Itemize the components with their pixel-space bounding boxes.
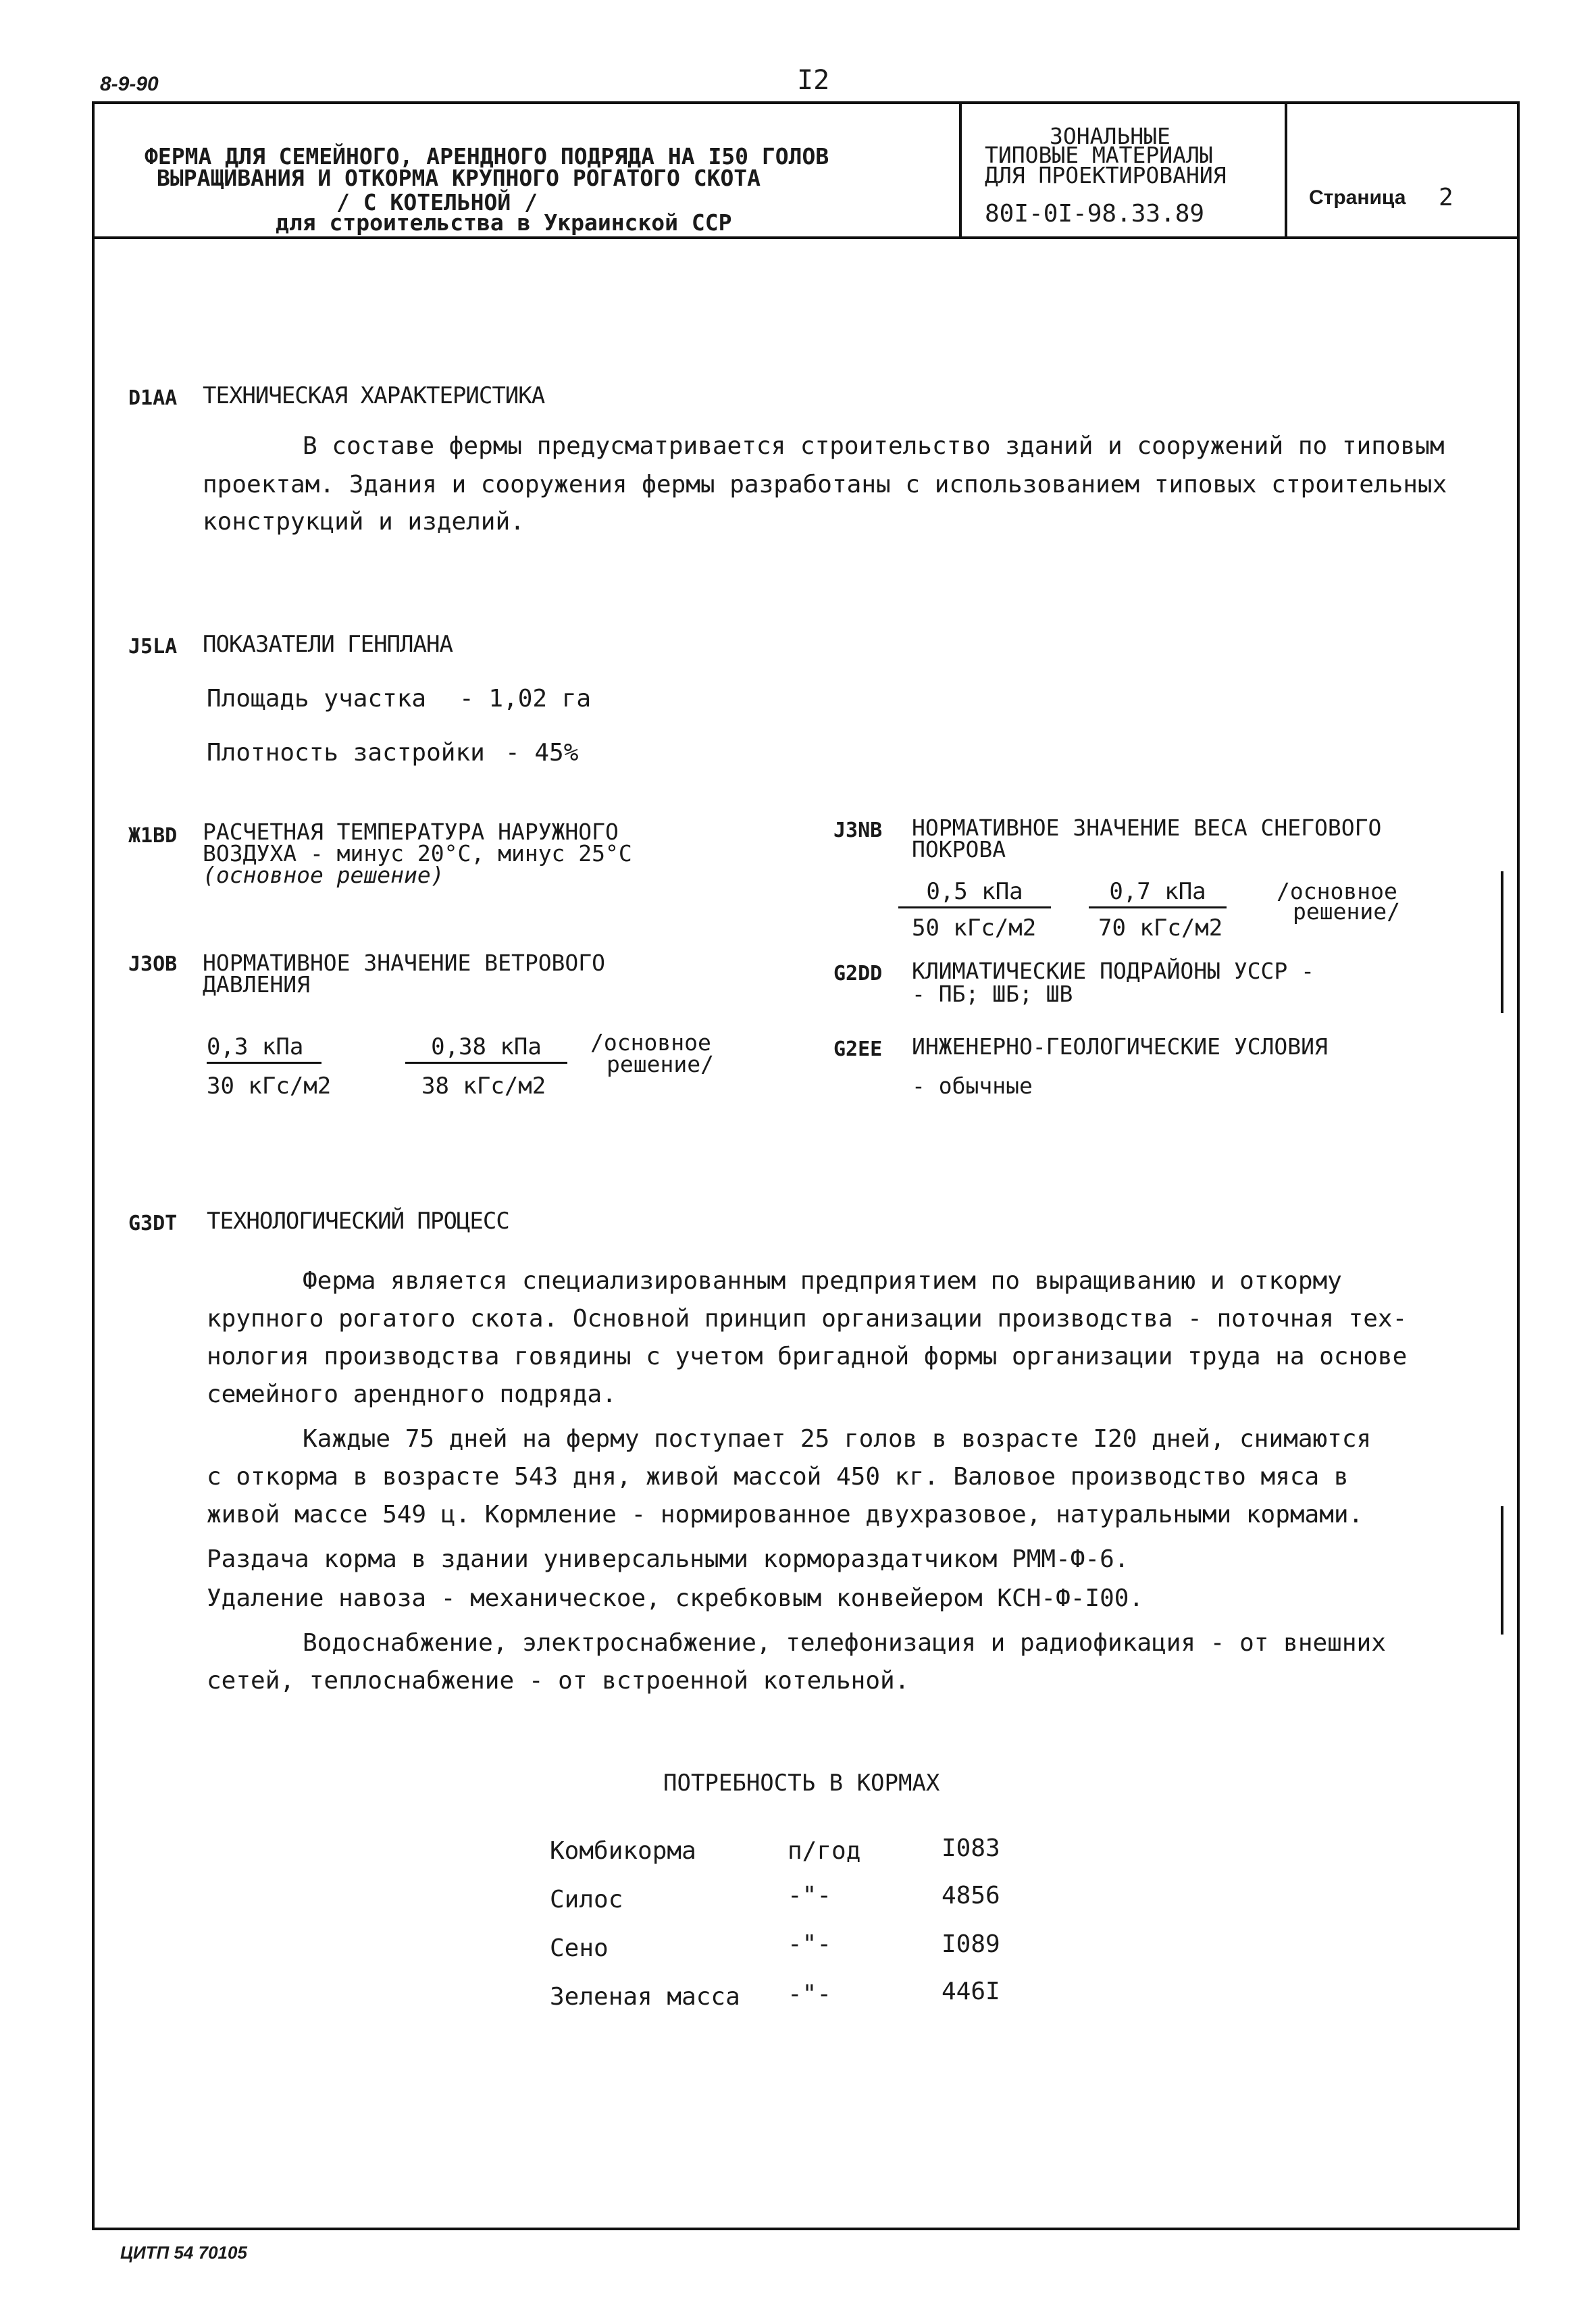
doc-number: 80I-0I-98.33.89 xyxy=(985,200,1205,228)
temperature-line: ВОЗДУХА - минус 20°С, минус 25°С xyxy=(203,840,632,867)
materials-line: ЗОНАЛЬНЫЕ xyxy=(1050,123,1170,149)
materials-line: ТИПОВЫЕ МАТЕРИАЛЫ xyxy=(985,142,1213,168)
wind-note: решение/ xyxy=(607,1051,714,1077)
materials-line: ДЛЯ ПРОЕКТИРОВАНИЯ xyxy=(985,162,1227,188)
wind-fraction-2-bottom: 38 кГс/м2 xyxy=(421,1073,546,1100)
wind-fraction-1-bottom: 30 кГс/м2 xyxy=(207,1073,332,1100)
snow-fraction-1-top: 0,5 кПа xyxy=(898,878,1051,908)
feed-name: Комбикорма xyxy=(550,1837,696,1865)
header-title-line: ВЫРАЩИВАНИЯ И ОТКОРМА КРУПНОГО РОГАТОГО СКОТА xyxy=(157,165,761,191)
header-divider-1 xyxy=(959,101,962,238)
snow-line: ПОКРОВА xyxy=(912,836,1006,863)
frame-top xyxy=(92,101,1520,104)
margin-mark-2 xyxy=(1501,1506,1503,1635)
frame-right xyxy=(1517,101,1520,2230)
snow-line: НОРМАТИВНОЕ ЗНАЧЕНИЕ ВЕСА СНЕГОВОГО xyxy=(912,815,1382,841)
feed-value: 446I xyxy=(942,1978,1000,2005)
header-title-line: / С КОТЕЛЬНОЙ / xyxy=(336,189,538,215)
area-value: - 1,02 га xyxy=(459,685,592,713)
top-page-number: I2 xyxy=(797,65,830,96)
temperature-line: РАСЧЕТНАЯ ТЕМПЕРАТУРА НАРУЖНОГО xyxy=(203,819,619,845)
wind-note: /основное xyxy=(590,1029,711,1056)
snow-fraction-1-bottom: 50 кГс/м2 xyxy=(912,915,1037,942)
feed-value: I089 xyxy=(942,1930,1000,1958)
feed-name: Зеленая масса xyxy=(550,1983,740,2011)
section-code: D1AA xyxy=(128,386,178,410)
wind-fraction-2-top: 0,38 кПа xyxy=(405,1033,567,1064)
section-title: ТЕХНОЛОГИЧЕСКИЙ ПРОЦЕСС xyxy=(207,1208,509,1235)
frame-left xyxy=(92,101,95,2230)
section-code: G2EE xyxy=(833,1037,883,1061)
wind-line: НОРМАТИВНОЕ ЗНАЧЕНИЕ ВЕТРОВОГО xyxy=(203,950,606,976)
paragraph-line: Удаление навоза - механическое, скребковым конвейером КСН-Ф-I00. xyxy=(207,1585,1144,1612)
feed-unit: -"- xyxy=(788,1980,832,2008)
section-code: J3OB xyxy=(128,952,178,976)
paragraph-line: Каждые 75 дней на ферму поступает 25 голов в возрасте I20 дней, снимаются xyxy=(303,1425,1372,1453)
climate-line: - ПБ; ШБ; ШВ xyxy=(912,981,1073,1007)
area-label: Площадь участка xyxy=(207,685,427,713)
wind-line: ДАВЛЕНИЯ xyxy=(203,971,310,998)
paragraph-line: Ферма является специализированным предприятием по выращиванию и откорму xyxy=(303,1267,1342,1295)
header-title-line: для строительства в Украинской ССР xyxy=(276,209,732,236)
geology-line: - обычные xyxy=(912,1073,1033,1099)
density-label: Плотность застройки xyxy=(207,739,485,767)
section-title: ПОКАЗАТЕЛИ ГЕНПЛАНА xyxy=(203,631,453,658)
paragraph-line: нология производства говядины с учетом бригадной формы организации труда на основе xyxy=(207,1343,1408,1370)
footer-code: ЦИТП 54 70105 xyxy=(120,2242,247,2263)
paragraph-line: Водоснабжение, электроснабжение, телефонизация и радиофикация - от внешних xyxy=(303,1629,1386,1657)
feed-name: Силос xyxy=(550,1886,623,1913)
snow-fraction-2-top: 0,7 кПа xyxy=(1089,878,1227,908)
section-code: J5LA xyxy=(128,635,178,659)
feed-value: I083 xyxy=(942,1834,1000,1862)
paragraph-line: Раздача корма в здании универсальными кормораздатчиком РММ-Ф-6. xyxy=(207,1545,1129,1573)
page-label: Страница xyxy=(1309,186,1406,209)
feed-unit: -"- xyxy=(788,1882,832,1909)
section-code: G2DD xyxy=(833,962,883,985)
paragraph-line: В составе фермы предусматривается строительство зданий и сооружений по типовым xyxy=(303,432,1445,460)
paragraph-line: конструкций и изделий. xyxy=(203,508,525,536)
climate-line: КЛИМАТИЧЕСКИЕ ПОДРАЙОНЫ УССР - xyxy=(912,958,1315,984)
feed-unit: -"- xyxy=(788,1930,832,1958)
section-code: Ж1BD xyxy=(128,824,178,848)
paragraph-line: проектам. Здания и сооружения фермы разработаны с использованием типовых строительных xyxy=(203,471,1447,498)
paragraph-line: крупного рогатого скота. Основной принцип организации производства - поточная тех- xyxy=(207,1305,1408,1333)
feed-value: 4856 xyxy=(942,1882,1000,1909)
paragraph-line: сетей, теплоснабжение - от встроенной котельной. xyxy=(207,1667,910,1695)
section-code: J3NB xyxy=(833,819,883,842)
section-title: ТЕХНИЧЕСКАЯ ХАРАКТЕРИСТИКА xyxy=(203,382,545,409)
paragraph-line: семейного арендного подряда. xyxy=(207,1381,617,1408)
margin-mark-1 xyxy=(1501,871,1503,1013)
frame-bottom xyxy=(92,2228,1520,2230)
density-value: - 45% xyxy=(505,739,579,767)
header-title-line: ФЕРМА ДЛЯ СЕМЕЙНОГО, АРЕНДНОГО ПОДРЯДА НА I50 ГОЛОВ xyxy=(145,143,829,170)
snow-fraction-2-bottom: 70 кГс/м2 xyxy=(1098,915,1223,942)
wind-fraction-1-top: 0,3 кПа xyxy=(207,1033,321,1064)
feed-table-title: ПОТРЕБНОСТЬ В КОРМАХ xyxy=(663,1770,940,1797)
snow-note: /основное xyxy=(1277,878,1397,904)
header-divider-2 xyxy=(1285,101,1287,238)
geology-line: ИНЖЕНЕРНО-ГЕОЛОГИЧЕСКИЕ УСЛОВИЯ xyxy=(912,1033,1328,1060)
temperature-line: (основное решение) xyxy=(203,862,444,888)
feed-unit: п/год xyxy=(788,1837,861,1865)
snow-note: решение/ xyxy=(1293,898,1400,925)
corner-date: 8-9-90 xyxy=(100,73,159,95)
page-value: 2 xyxy=(1439,184,1453,211)
header-bottom xyxy=(92,236,1520,239)
section-code: G3DT xyxy=(128,1212,178,1235)
feed-name: Сено xyxy=(550,1934,609,1962)
paragraph-line: с откорма в возрасте 543 дня, живой массой 450 кг. Валовое производство мяса в xyxy=(207,1463,1349,1491)
paragraph-line: живой массе 549 ц. Кормление - нормированное двухразовое, натуральными кормами. xyxy=(207,1501,1364,1528)
